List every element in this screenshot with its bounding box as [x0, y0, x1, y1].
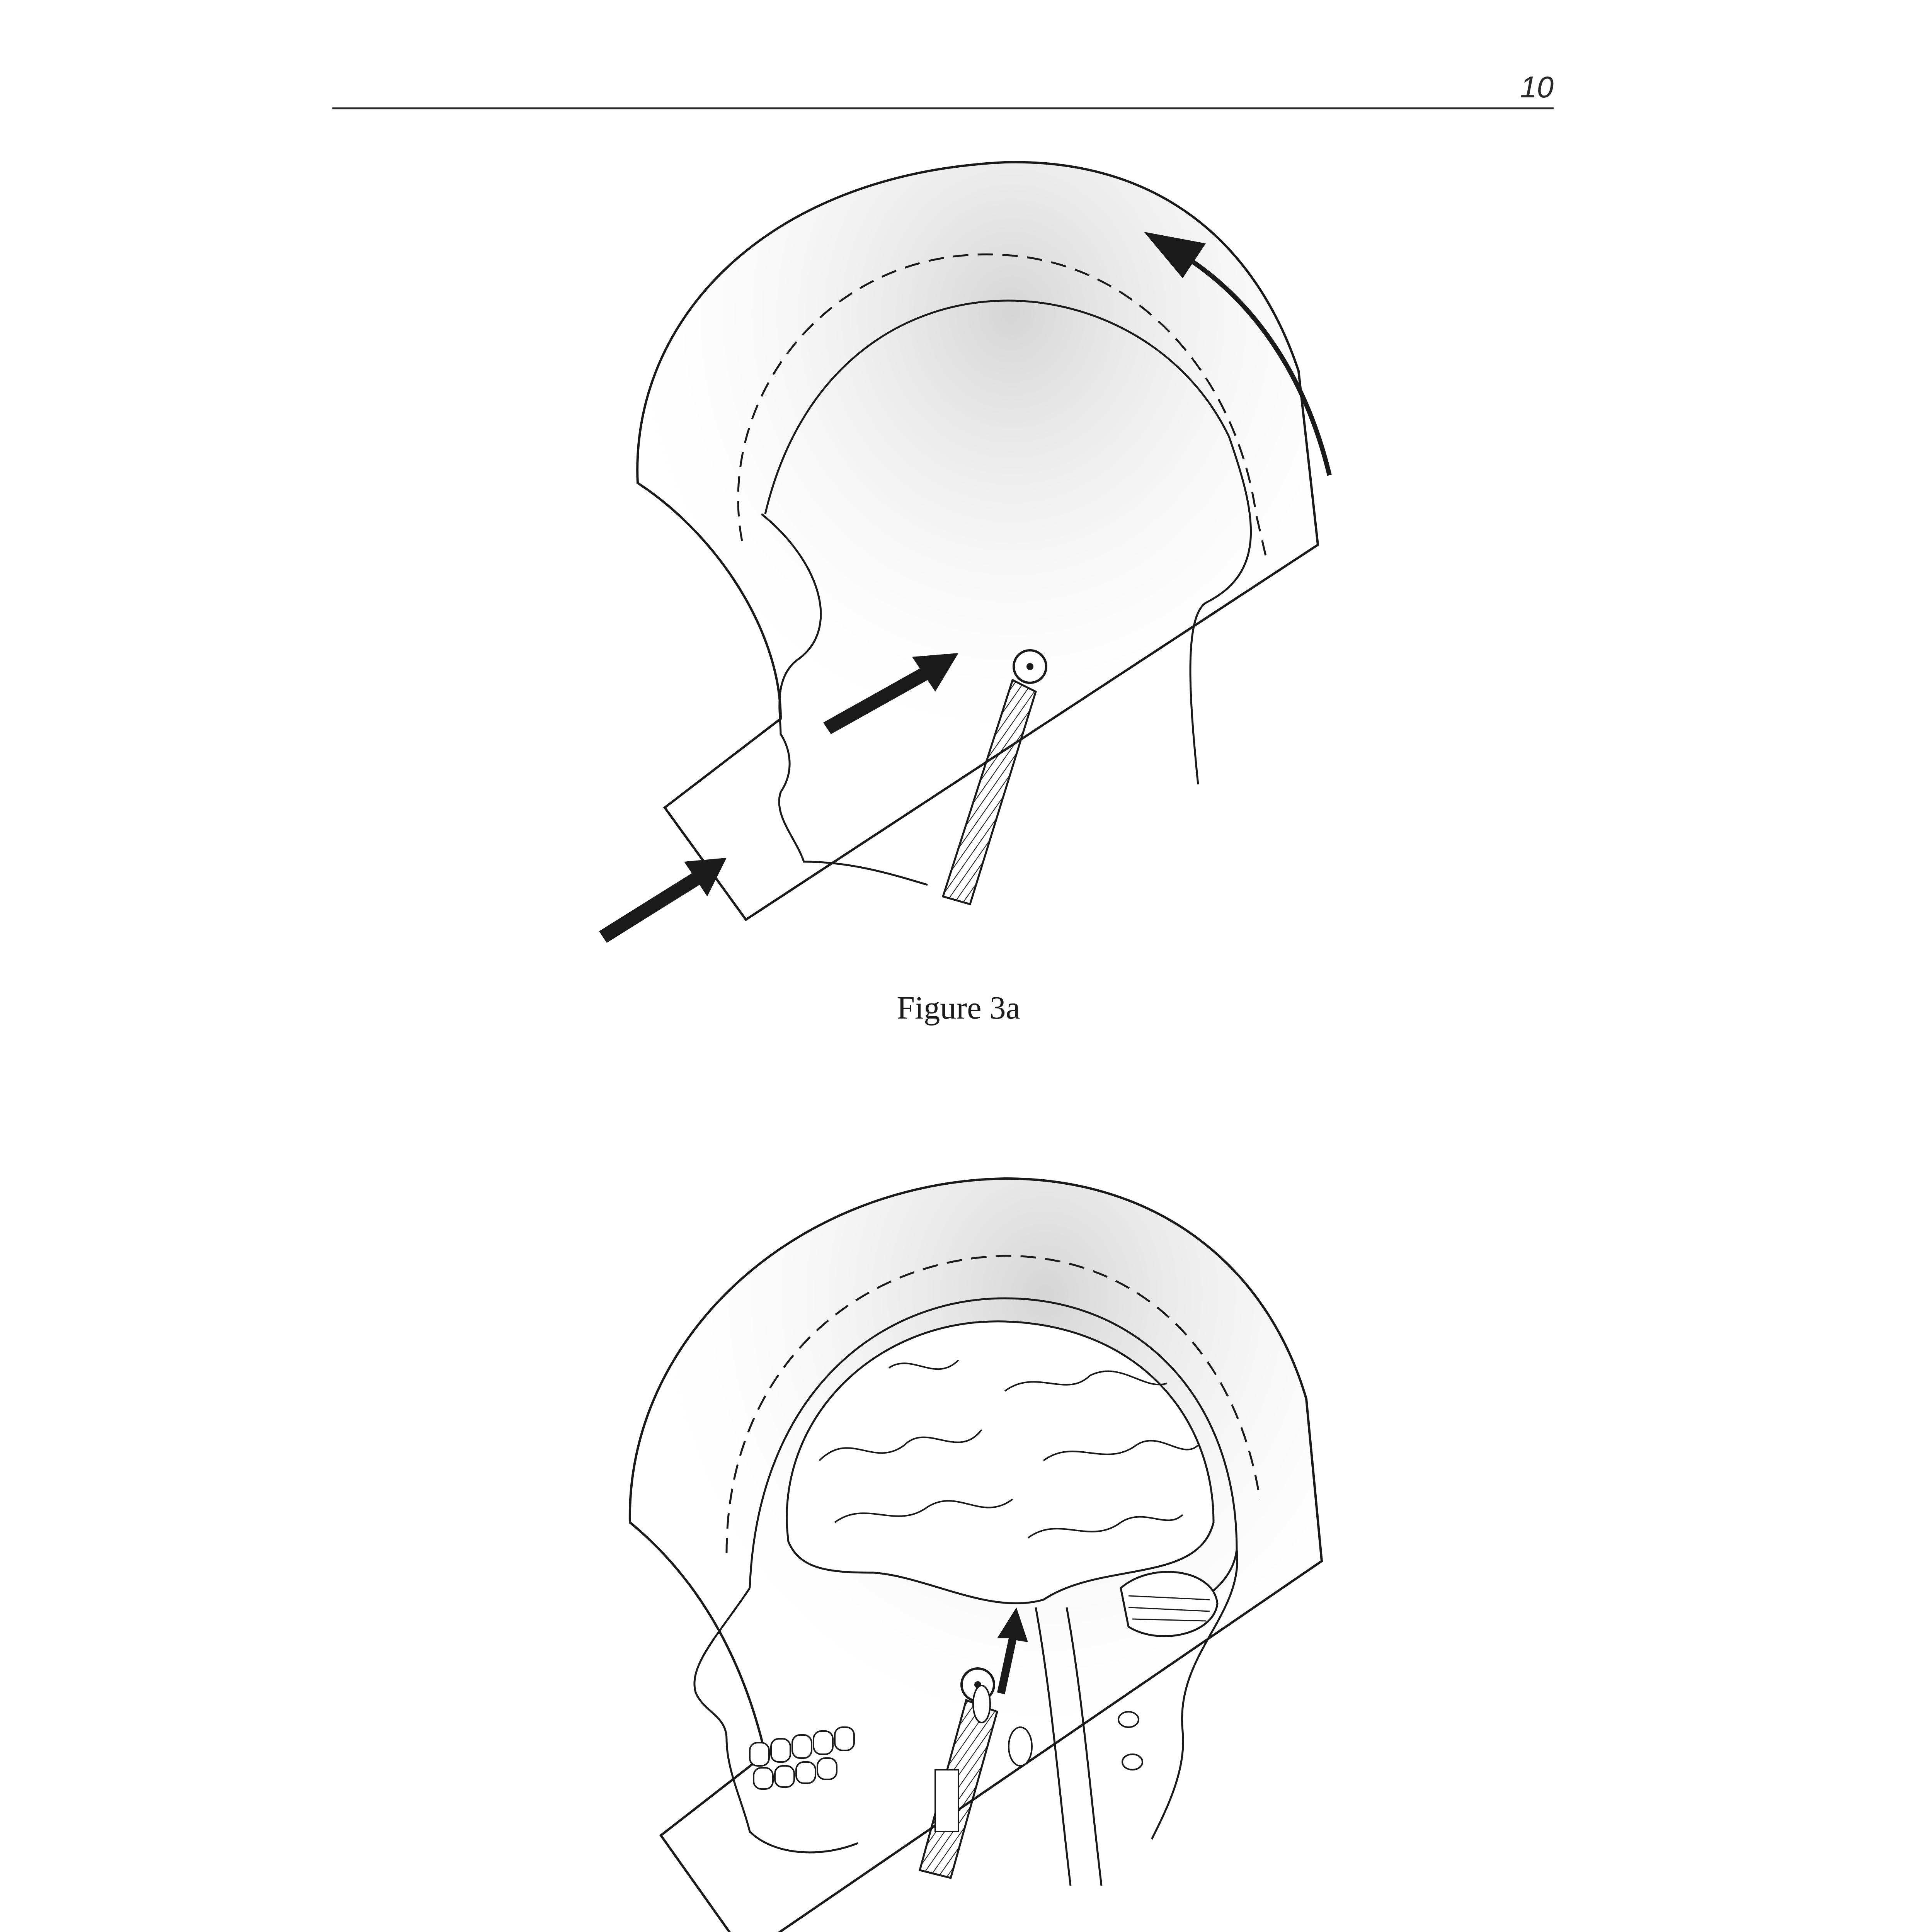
brain-cerebellum — [1121, 1572, 1217, 1636]
page-number: 10 — [1520, 70, 1554, 104]
impact-arrow-lower — [599, 858, 727, 943]
figure-3b — [580, 1151, 1353, 1932]
figure-3b-drawing — [580, 1151, 1353, 1932]
figure-3a-drawing — [580, 128, 1353, 958]
figure-3a-label: Figure 3a — [897, 990, 1020, 1026]
header-rule — [332, 107, 1554, 109]
figure-3a — [580, 128, 1353, 958]
